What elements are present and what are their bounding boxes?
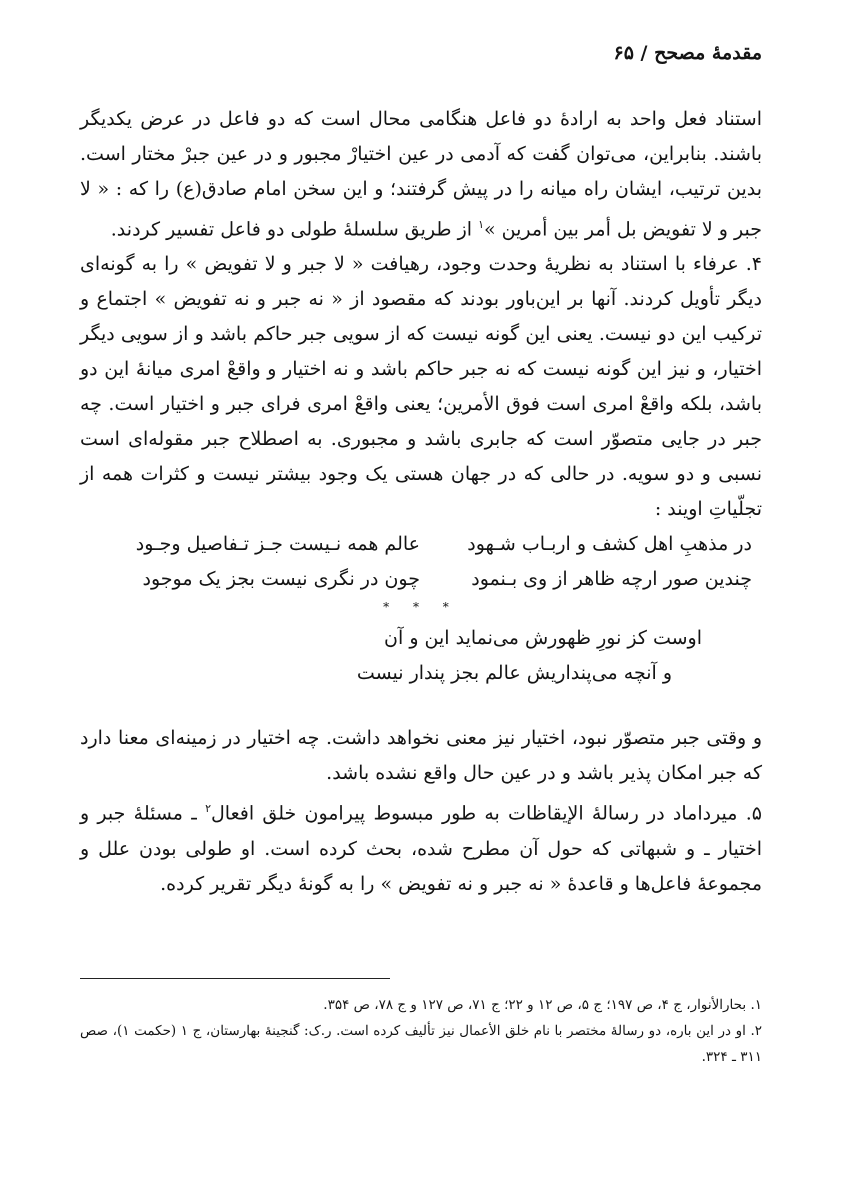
- couplet-hemistich-1: اوست کز نورِ ظهورش می‌نماید این و آن: [384, 627, 702, 650]
- couplet-line-1: [80, 621, 762, 656]
- couplet-hemistich-2: و آنچه می‌پنداریش عالم بجز پندار نیست: [356, 662, 672, 685]
- paragraph-4: [80, 791, 762, 901]
- paragraph-1: [80, 102, 762, 247]
- footnote-1: ۱. بحارالأنوار، ج ۴، ص ۱۹۷؛ ج ۵، ص ۱۲ و ۲۲؛ ج ۷۱، ص ۱۲۷ و ج ۷۸، ص ۳۵۴.: [323, 997, 762, 1013]
- paragraph-4-tail: ـ مسئلهٔ جبر و اختیار ـ و شبهاتی که حول آن مطرح شده، بحث کرده است. او طولی بودن علل و مجموعهٔ فاعل‌ها و قاعدهٔ « نه جبر و نه تفویض » را به گونهٔ دیگر تقریر کرده.: [80, 802, 762, 895]
- main-text: [80, 102, 762, 902]
- verse-line-2: [80, 562, 762, 597]
- paragraph-1-text: استناد فعل واحد به ارادهٔ دو فاعل هنگامی محال است که دو فاعل در عرض یکدیگر باشند. بنابراین، می‌توان گفت که آدمی در عین اختیارْ مجبور و در عین جبرْ مختار است. بدین ترتیب، ایشان راه میانه را در پیش گرفتند؛ و این سخن امام صادق(ع) را که : « لا جبر و لا تفویض بل أمر بین أمرین »: [80, 108, 762, 241]
- footnote-ref-2: ۲: [205, 802, 211, 816]
- verse-1-hemistich-2: عالم همه نـیست جـز تـفاصیل وجـود: [135, 533, 420, 556]
- verse-2-hemistich-2: چون در نگری نیست بجز یک موجود: [142, 568, 420, 591]
- couplet-line-2: [80, 656, 762, 691]
- paragraph-2: ۴. عرفاء با استناد به نظریهٔ وحدت وجود، رهیافت « لا جبر و لا تفویض » را به گونه‌ای دیگر تأویل کردند. آنها بر این‌باور بودند که مقصود از « نه جبر و نه تفویض » اجتماع و ترکیب این دو نیست. یعنی این گونه نیست که از سویی جبر حاکم باشد و از سویی دیگر اختیار، و نیز این گونه نیست که نه جبر حاکم باشد و نه اختیار و واقعْ امری میانهٔ این دو باشد، بلکه واقعْ امری است فوق الأمرین؛ یعنی واقعْ امری فرای جبر و اختیار است. چه جبر در جایی متصوّر است که جابری باشد و مجبوری. به اصطلاح جبر مقوله‌ای است نسبی و دو سویه. در حالی که در جهان هستی یک وجود بیشتر نیست و کثرات همه از تجلّیاتِ اویند :: [80, 253, 762, 521]
- paragraph-3: و وقتی جبر متصوّر نبود، اختیار نیز معنی نخواهد داشت. چه اختیار در زمینه‌ای معنا دارد که جبر امکان پذیر باشد و در عین حال واقع نشده باشد.: [80, 727, 762, 785]
- verse-line-1: [80, 527, 762, 562]
- verse-2-hemistich-1: چندین صور ارچه ظاهر از وی بـنمود: [471, 568, 752, 591]
- footnote-2: ۲. او در این باره، دو رسالهٔ مختصر با نام خلق الأعمال نیز تألیف کرده است. ر.ک: گنجینهٔ بهارستان، ج ۱ (حکمت ۱)، صص ۳۱۱ ـ ۳۲۴.: [80, 1023, 763, 1065]
- paragraph-1-tail: از طریق سلسلهٔ طولی دو فاعل تفسیر کردند.: [110, 218, 473, 241]
- paragraph-4-text: ۵. میرداماد در رسالهٔ الإیقاظات به طور مبسوط پیرامون خلق افعال: [210, 802, 762, 825]
- section-separator: * * *: [383, 600, 459, 615]
- verse-1-hemistich-1: در مذهبِ اهل کشف و اربـاب شـهود: [467, 533, 752, 556]
- footnote-divider: [80, 978, 390, 979]
- page-header: مقدمهٔ مصحح / ۶۵: [613, 42, 762, 64]
- footnote-ref-1: ۱: [478, 218, 484, 231]
